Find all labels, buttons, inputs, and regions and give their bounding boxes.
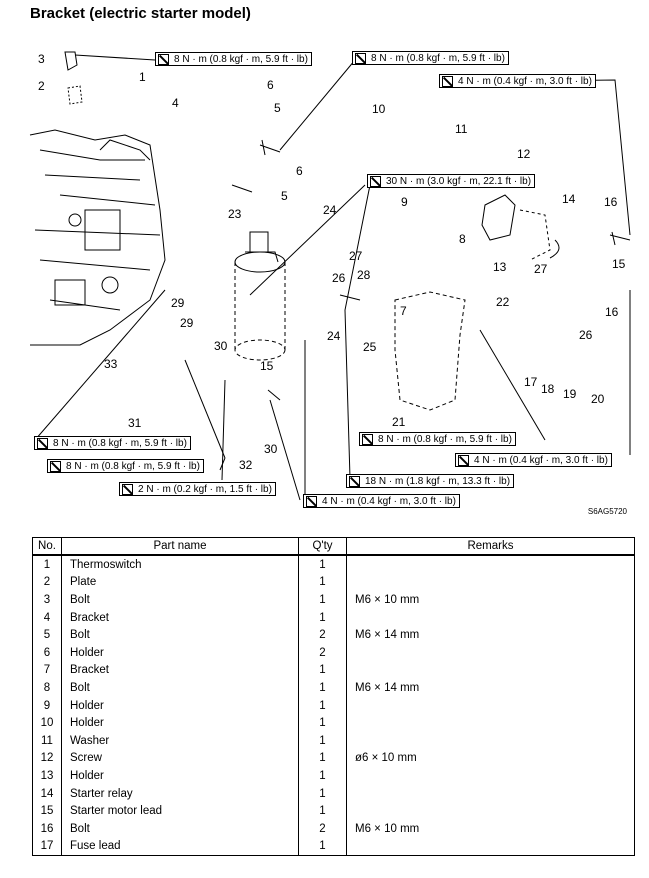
table-row: [33, 609, 635, 627]
torque-spec: 4 N · m (0.4 kgf · m, 3.0 ft · lb): [455, 453, 612, 467]
column-header: No.: [33, 538, 62, 556]
callout-number: 16: [604, 195, 618, 209]
cell-name: Thermoswitch: [62, 555, 299, 574]
cell-name: Screw: [62, 750, 299, 768]
cell-rem: M6 × 10 mm: [347, 591, 635, 609]
callout-number: 6: [267, 78, 274, 92]
cell-name: Starter relay: [62, 785, 299, 803]
callout-number: 29: [171, 296, 185, 310]
callout-number: 7: [400, 304, 407, 318]
callout-number: 1: [139, 70, 146, 84]
cell-name: Holder: [62, 714, 299, 732]
cell-no: 16: [33, 820, 62, 838]
table-row: [33, 662, 635, 680]
callout-number: 27: [349, 249, 363, 263]
cell-qty: 1: [299, 785, 347, 803]
table-row: [33, 574, 635, 592]
torque-spec: 8 N · m (0.8 kgf · m, 5.9 ft · lb): [359, 432, 516, 446]
cell-no: 17: [33, 838, 62, 856]
callout-number: 28: [357, 268, 371, 282]
cell-rem: [347, 697, 635, 715]
figure-code: S6AG5720: [587, 507, 627, 516]
cell-rem: [347, 574, 635, 592]
cell-rem: [347, 767, 635, 785]
torque-wrench-icon: [37, 438, 48, 449]
cell-name: Holder: [62, 767, 299, 785]
cell-no: 4: [33, 609, 62, 627]
cell-qty: 1: [299, 555, 347, 574]
torque-wrench-icon: [458, 455, 469, 466]
table-row: [33, 767, 635, 785]
cell-qty: 1: [299, 732, 347, 750]
callout-number: 15: [612, 257, 626, 271]
cell-qty: 1: [299, 750, 347, 768]
cell-rem: [347, 785, 635, 803]
cell-qty: 2: [299, 644, 347, 662]
cell-name: Fuse lead: [62, 838, 299, 856]
cell-qty: 1: [299, 697, 347, 715]
cell-qty: 1: [299, 662, 347, 680]
callout-number: 26: [332, 271, 346, 285]
cell-no: 10: [33, 714, 62, 732]
column-header: Part name: [62, 538, 299, 556]
cell-rem: [347, 644, 635, 662]
callout-number: 16: [605, 305, 619, 319]
callout-number: 5: [274, 101, 281, 115]
torque-spec: 4 N · m (0.4 kgf · m, 3.0 ft · lb): [439, 74, 596, 88]
cell-qty: 1: [299, 591, 347, 609]
callout-number: 9: [401, 195, 408, 209]
torque-spec: 8 N · m (0.8 kgf · m, 5.9 ft · lb): [155, 52, 312, 66]
cell-qty: 1: [299, 838, 347, 856]
cell-qty: 1: [299, 679, 347, 697]
cell-qty: 1: [299, 574, 347, 592]
cell-no: 8: [33, 679, 62, 697]
callout-number: 13: [493, 260, 507, 274]
callout-number: 31: [128, 416, 142, 430]
cell-name: Bolt: [62, 591, 299, 609]
cell-no: 9: [33, 697, 62, 715]
cell-name: Holder: [62, 697, 299, 715]
cell-no: 13: [33, 767, 62, 785]
callout-number: 6: [296, 164, 303, 178]
torque-wrench-icon: [50, 461, 61, 472]
torque-spec: 8 N · m (0.8 kgf · m, 5.9 ft · lb): [352, 51, 509, 65]
torque-wrench-icon: [158, 54, 169, 65]
cell-name: Bolt: [62, 820, 299, 838]
cell-rem: M6 × 10 mm: [347, 820, 635, 838]
page-title: Bracket (electric starter model): [30, 5, 251, 22]
callout-number: 8: [459, 232, 466, 246]
callout-number: 30: [264, 442, 278, 456]
cell-rem: [347, 609, 635, 627]
callout-number: 5: [281, 189, 288, 203]
torque-wrench-icon: [362, 434, 373, 445]
table-row: [33, 785, 635, 803]
table-row: [33, 555, 635, 574]
table-row: [33, 644, 635, 662]
callout-number: 27: [534, 262, 548, 276]
table-row: [33, 802, 635, 820]
parts-table: [32, 537, 635, 856]
callout-number: 15: [260, 359, 274, 373]
cell-qty: 2: [299, 626, 347, 644]
cell-rem: [347, 732, 635, 750]
torque-wrench-icon: [122, 484, 133, 495]
torque-wrench-icon: [355, 53, 366, 64]
starter-relay-drawing: [482, 195, 515, 240]
table-row: [33, 820, 635, 838]
torque-wrench-icon: [349, 476, 360, 487]
table-row: [33, 697, 635, 715]
cell-qty: 1: [299, 714, 347, 732]
cell-rem: [347, 802, 635, 820]
cell-name: Holder: [62, 644, 299, 662]
starter-motor-drawing: [235, 232, 285, 360]
column-header: Q'ty: [299, 538, 347, 556]
callout-number: 20: [591, 392, 605, 406]
table-row: [33, 838, 635, 856]
cell-no: 5: [33, 626, 62, 644]
torque-wrench-icon: [370, 176, 381, 187]
cell-qty: 2: [299, 820, 347, 838]
callout-number: 19: [563, 387, 577, 401]
callout-number: 14: [562, 192, 576, 206]
table-row: [33, 750, 635, 768]
cell-name: Plate: [62, 574, 299, 592]
cell-no: 11: [33, 732, 62, 750]
cell-no: 7: [33, 662, 62, 680]
cell-rem: ø6 × 10 mm: [347, 750, 635, 768]
cell-rem: [347, 714, 635, 732]
cell-qty: 1: [299, 609, 347, 627]
plate-drawing: [68, 86, 82, 104]
torque-spec: 18 N · m (1.8 kgf · m, 13.3 ft · lb): [346, 474, 514, 488]
callout-number: 30: [214, 339, 228, 353]
cell-no: 12: [33, 750, 62, 768]
table-row: [33, 626, 635, 644]
callout-number: 10: [372, 102, 386, 116]
cell-rem: M6 × 14 mm: [347, 679, 635, 697]
table-row: [33, 591, 635, 609]
callout-number: 25: [363, 340, 377, 354]
callout-number: 21: [392, 415, 406, 429]
cell-no: 2: [33, 574, 62, 592]
callout-number: 29: [180, 316, 194, 330]
cell-rem: [347, 662, 635, 680]
callout-number: 22: [496, 295, 510, 309]
torque-wrench-icon: [306, 496, 317, 507]
table-row: [33, 714, 635, 732]
table-row: [33, 679, 635, 697]
table-header-row: [33, 538, 635, 556]
torque-spec: 8 N · m (0.8 kgf · m, 5.9 ft · lb): [34, 436, 191, 450]
torque-wrench-icon: [442, 76, 453, 87]
callout-number: 2: [38, 79, 45, 93]
cell-name: Washer: [62, 732, 299, 750]
cell-rem: [347, 555, 635, 574]
cell-qty: 1: [299, 802, 347, 820]
column-header: Remarks: [347, 538, 635, 556]
cell-no: 15: [33, 802, 62, 820]
callout-number: 11: [455, 122, 468, 136]
cell-qty: 1: [299, 767, 347, 785]
callout-number: 3: [38, 52, 45, 66]
cell-rem: M6 × 14 mm: [347, 626, 635, 644]
cell-no: 1: [33, 555, 62, 574]
cell-rem: [347, 838, 635, 856]
cell-no: 3: [33, 591, 62, 609]
callout-number: 24: [323, 203, 337, 217]
callout-number: 26: [579, 328, 593, 342]
callout-number: 18: [541, 382, 555, 396]
torque-spec: 4 N · m (0.4 kgf · m, 3.0 ft · lb): [303, 494, 460, 508]
callout-number: 33: [104, 357, 118, 371]
torque-spec: 8 N · m (0.8 kgf · m, 5.9 ft · lb): [47, 459, 204, 473]
cell-no: 14: [33, 785, 62, 803]
callout-number: 12: [517, 147, 531, 161]
cell-name: Bolt: [62, 679, 299, 697]
callout-number: 23: [228, 207, 242, 221]
callout-number: 32: [239, 458, 253, 472]
cell-name: Starter motor lead: [62, 802, 299, 820]
torque-spec: 30 N · m (3.0 kgf · m, 22.1 ft · lb): [367, 174, 535, 188]
callout-number: 24: [327, 329, 341, 343]
callout-number: 4: [172, 96, 179, 110]
torque-spec: 2 N · m (0.2 kgf · m, 1.5 ft · lb): [119, 482, 276, 496]
cell-name: Bolt: [62, 626, 299, 644]
callout-number: 17: [524, 375, 538, 389]
cell-name: Bracket: [62, 662, 299, 680]
table-row: [33, 732, 635, 750]
cell-name: Bracket: [62, 609, 299, 627]
cell-no: 6: [33, 644, 62, 662]
